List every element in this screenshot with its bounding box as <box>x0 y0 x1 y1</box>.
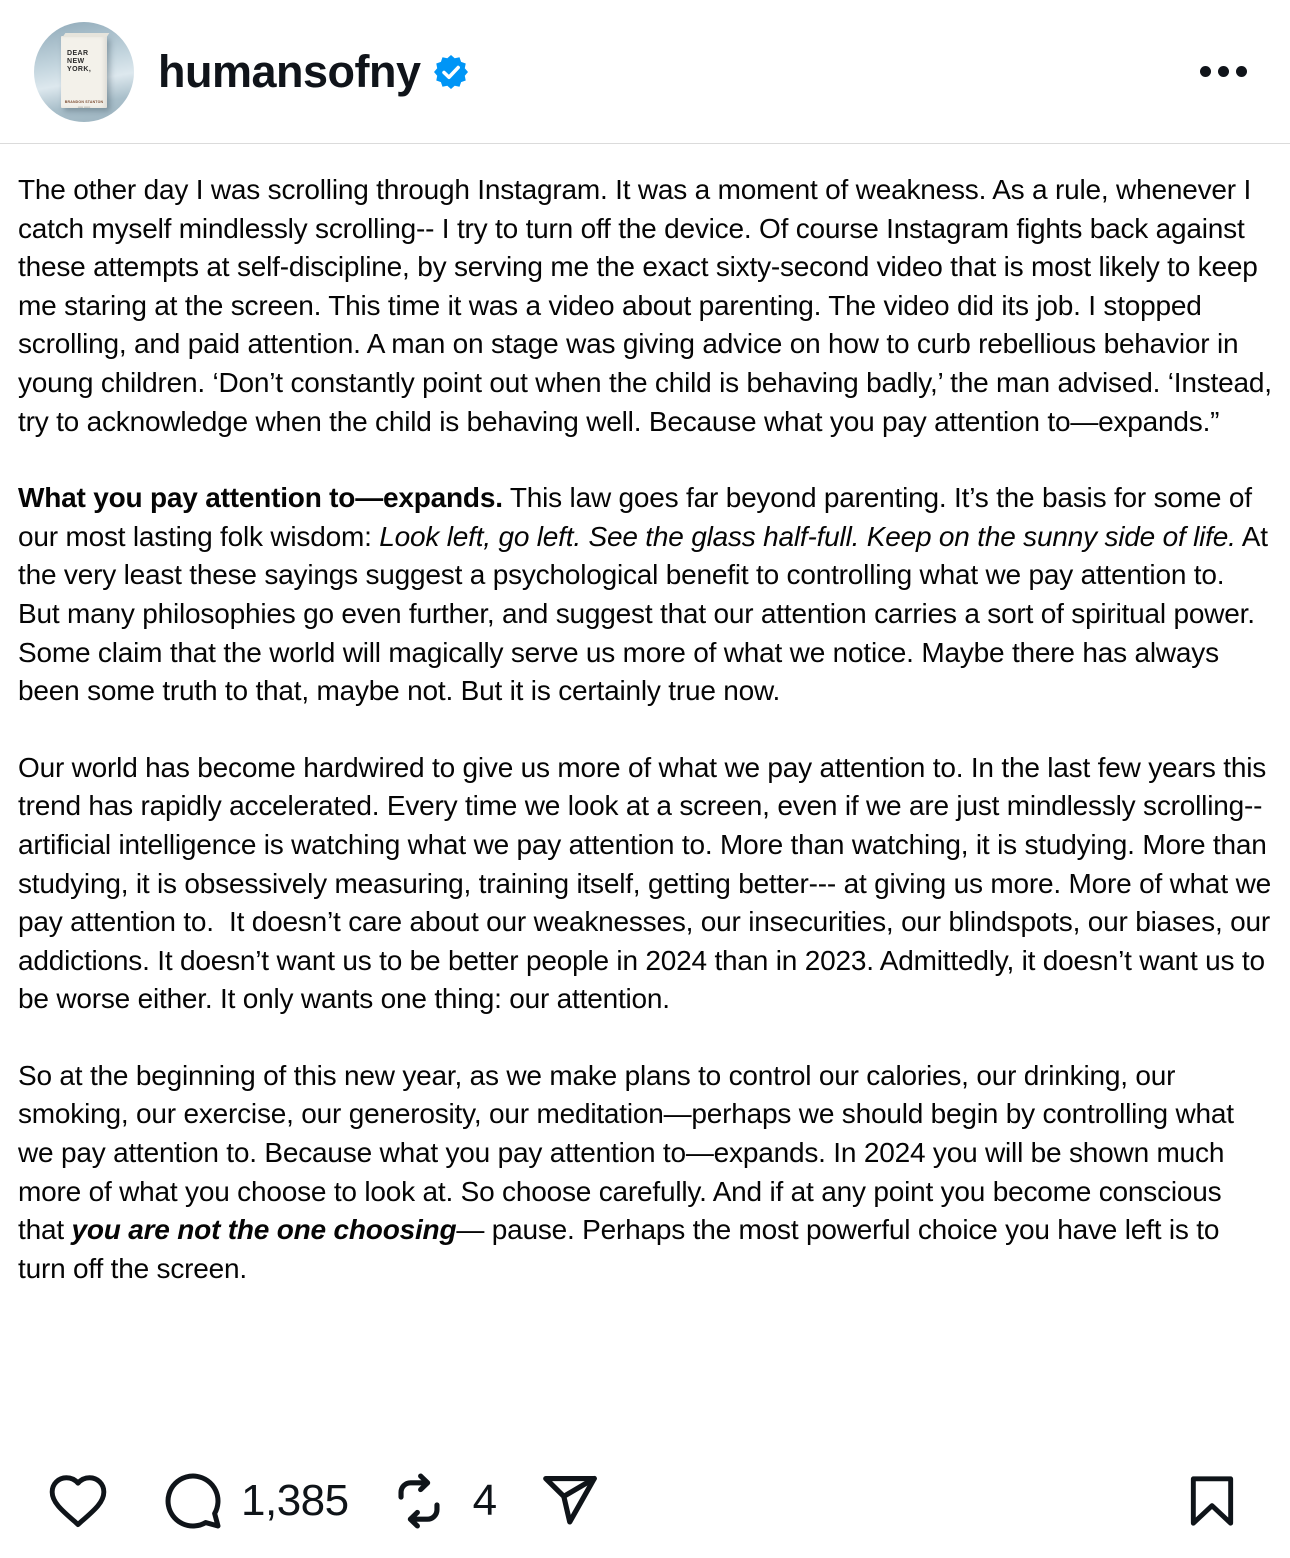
comment-count[interactable]: 1,385 <box>241 1476 349 1525</box>
heart-icon <box>45 1470 111 1532</box>
post-paragraph: So at the beginning of this new year, as we make plans to control our calories, our drinking, our smoking, our exercise, our generosity, our meditation—perhaps we should begin by controlling what we pay attention to. Because what you pay attention to—expands. In 2024 you will be shown much more of what you choose to look at. So choose carefully. And if at any point you become conscious that you are not the one choosing— pause. Perhaps the most powerful choice you have left is to turn off the screen. <box>18 1059 1242 1284</box>
like-button[interactable] <box>45 1470 111 1532</box>
avatar[interactable] <box>34 22 134 122</box>
avatar-book-author: BRANDON STANTON <box>64 99 104 104</box>
repost-button[interactable] <box>391 1473 447 1529</box>
avatar-book-cover <box>61 36 107 108</box>
post-paragraph: Our world has become hardwired to give us more of what we pay attention to. In the last few years this trend has rapidly accelerated. Every time we look at a screen, even if we are just mindlessly scrolling-- artificial intelligence is watching what we pay attention to. More than watching, it is studying. More than studying, it is obsessively measuring, training itself, getting better--- at giving us more. More of what we pay attention to. It doesn’t care about our weaknesses, our insecurities, our blindspots, our biases, our addictions. It doesn’t want us to be better people in 2024 than in 2023. Admittedly, it doesn’t want us to be worse either. It only wants one thing: our attention. <box>18 751 1279 1015</box>
post-body <box>0 144 1290 1288</box>
repost-count[interactable]: 4 <box>472 1476 497 1525</box>
send-icon <box>539 1470 601 1532</box>
comment-button[interactable] <box>163 1471 223 1531</box>
repost-icon <box>391 1473 447 1529</box>
avatar-book-author-sub: ▪▪▪▪▪ ▪▪▪▪▪▪ <box>77 104 91 109</box>
dot <box>1236 66 1247 77</box>
comment-icon <box>163 1471 223 1531</box>
save-button[interactable] <box>1184 1470 1240 1532</box>
dot <box>1218 66 1229 77</box>
username[interactable]: humansofny <box>158 45 421 97</box>
post-paragraph: The other day I was scrolling through Instagram. It was a moment of weakness. As a rule, whenever I catch myself mindlessly scrolling-- I try to turn off the device. Of course Instagram fights back against these attempts at self-discipline, by serving me the exact sixty-second video that is most likely to keep me staring at the screen. This time it was a video about parenting. The video did its job. I stopped scrolling, and paid attention. A man on stage was giving advice on how to curb rebellious behavior in young children. ‘Don’t constantly point out when the child is behaving badly,’ the man advised. ‘Instead, try to acknowledge when the child is behaving well. Because what you pay attention to—expands.” <box>18 174 1280 437</box>
avatar-book-title: DEAR NEW YORK, <box>67 49 92 73</box>
action-bar <box>45 1470 1240 1532</box>
dot <box>1200 66 1211 77</box>
post-header <box>0 0 1290 144</box>
bookmark-icon <box>1184 1470 1240 1532</box>
post-paragraph: What you pay attention to—expands. This law goes far beyond parenting. It’s the basis for some of our most lasting folk wisdom: Look left, go left. See the glass half-full. Keep on the sunny side of life. At the very least these sayings suggest a psychological benefit to controlling what we pay attention to. But many philosophies go even further, and suggest that our attention carries a sort of spiritual power. Some claim that the world will magically serve us more of what we notice. Maybe there has always been some truth to that, maybe not. But it is certainly true now. <box>18 482 1276 707</box>
more-options-icon[interactable] <box>1200 56 1247 87</box>
share-button[interactable] <box>539 1470 601 1532</box>
verified-badge-icon <box>434 55 468 89</box>
